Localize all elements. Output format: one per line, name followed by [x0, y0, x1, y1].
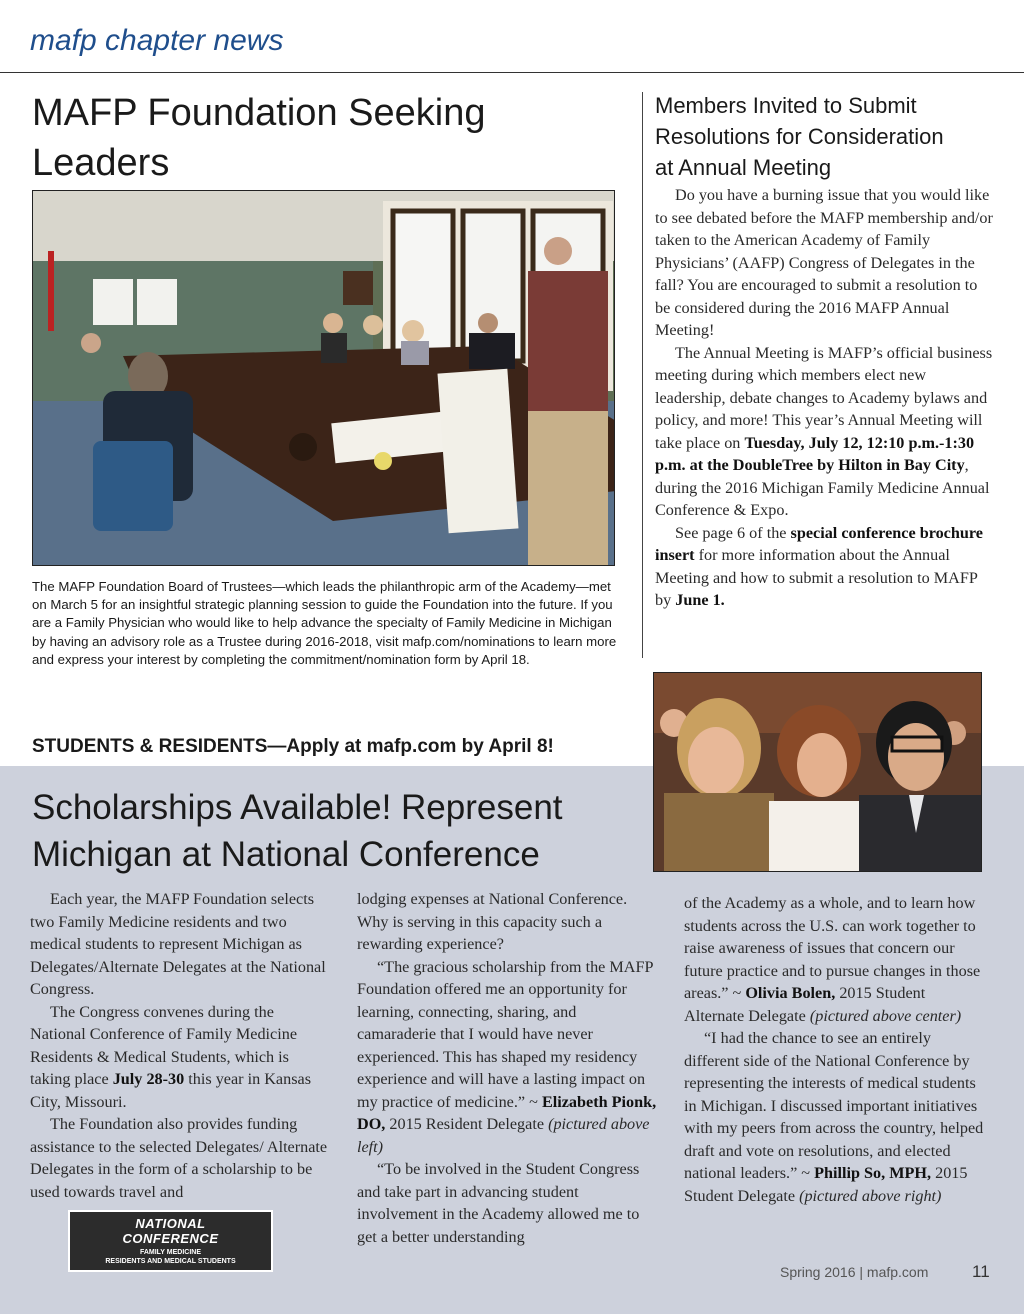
national-conference-logo: [68, 1210, 273, 1272]
logo-line: FAMILY MEDICINE: [139, 1249, 202, 1256]
title-line: Michigan at National Conference: [32, 835, 540, 874]
scholarship-column-2: [357, 888, 659, 1248]
paragraph: The Annual Meeting is MAFP’s official business meeting during which members elect new leadership, debate changes to Academy bylaws and policy, and more! This year’s Annual Meeting will take place on Tuesday, July 12, 12:10 p.m.-1:30 p.m. at the DoubleTree by Hilton in Bay City, during the 2016 Michigan Family Medicine Annual Conference & Expo.: [655, 343, 993, 519]
photo-caption: The MAFP Foundation Board of Trustees—which leads the philanthropic arm of the Academy—met on March 5 for an insightful strategic planning session to guide the Foundation into the future. If you are a Family Physician who would like to help advance the specialty of Family Medicine in Michigan by having an advisory role as a Trustee during 2016-2018, visit mafp.com/nominations to learn more and express your interest by completing the commitment/nomination form by April 18.: [32, 579, 617, 667]
paragraph: The Foundation also provides funding assistance to the selected Delegates/ Alternate Delegates in the form of a scholarship to be used towards travel and: [30, 1115, 328, 1201]
scholarship-column-3: [684, 892, 984, 1207]
page-number: 11: [972, 1262, 990, 1281]
students-residents-banner: STUDENTS & RESIDENTS—Apply at mafp.com by April 8!: [32, 736, 554, 757]
title-line: Members Invited to Submit: [655, 93, 917, 118]
paragraph: “To be involved in the Student Congress and take part in advancing student involvement in the Academy allowed me to get a better understanding: [357, 1160, 640, 1246]
paragraph: “The gracious scholarship from the MAFP Foundation offered me an opportunity for learning, connecting, sharing, and camaraderie that I would have never experienced. This has shaped my residency experience and will have a lasting impact on my practice of medicine.” ~ Elizabeth Pionk, DO, 2015 Resident Delegate (pictured above left): [357, 957, 657, 1156]
logo-line: RESIDENTS AND MEDICAL STUDENTS: [105, 1258, 236, 1265]
paragraph: Do you have a burning issue that you would like to see debated before the MAFP membership and/or taken to the American Academy of Family Physicians’ (AAFP) Congress of Delegates in the fall? You are encouraged to submit a resolution to be considered during the 2016 MAFP Annual Meeting!: [655, 186, 993, 339]
delegates-photo: [653, 672, 982, 872]
column-rule: [642, 92, 643, 658]
header-rule: [0, 72, 1024, 73]
title-line: Scholarships Available! Represent: [32, 788, 563, 827]
title-line: MAFP Foundation Seeking Leaders: [32, 92, 486, 184]
paragraph: of the Academy as a whole, and to learn how students across the U.S. can work together to raise awareness of issues that concern our future practice and to pursue changes in those areas.” ~ Olivia Bolen, 2015 Student Alternate Delegate (pictured above center): [684, 894, 981, 1025]
paragraph: Each year, the MAFP Foundation selects two Family Medicine residents and two medical students to represent Michigan as Delegates/Alternate Delegates at the National Congress.: [30, 890, 326, 998]
scholarship-column-1: [30, 888, 330, 1203]
board-meeting-photo: [32, 190, 615, 566]
paragraph: The Congress convenes during the National Conference of Family Medicine Residents & Medical Students, which is taking place July 28-30 this year in Kansas City, Missouri.: [30, 1002, 311, 1111]
resolutions-body: [655, 184, 995, 612]
section-header: mafp chapter news: [30, 24, 284, 57]
board-meeting-illustration: [33, 191, 615, 566]
delegates-illustration: [654, 673, 982, 872]
paragraph: lodging expenses at National Conference. Why is serving in this capacity such a rewarding experience?: [357, 890, 628, 953]
article-title-resolutions: [655, 90, 995, 183]
article-title-scholarships: [32, 784, 652, 878]
paragraph: See page 6 of the special conference brochure insert for more information about the Annual Meeting and how to submit a resolution to MAFP by June 1.: [655, 523, 983, 609]
title-line: at Annual Meeting: [655, 155, 832, 180]
logo-line: CONFERENCE: [122, 1231, 219, 1246]
footer-issue: Spring 2016 | mafp.com: [780, 1264, 929, 1280]
paragraph: “I had the chance to see an entirely different side of the National Conference by representing the interests of medical students in Michigan. I discussed important initiatives with my peers from across the country, helped draft and vote on resolutions, and elected national leaders.” ~ Phillip So, MPH, 2015 Student Delegate (pictured above right): [684, 1029, 984, 1205]
logo-line: NATIONAL: [135, 1216, 206, 1231]
title-line: Resolutions for Consideration: [655, 124, 944, 149]
